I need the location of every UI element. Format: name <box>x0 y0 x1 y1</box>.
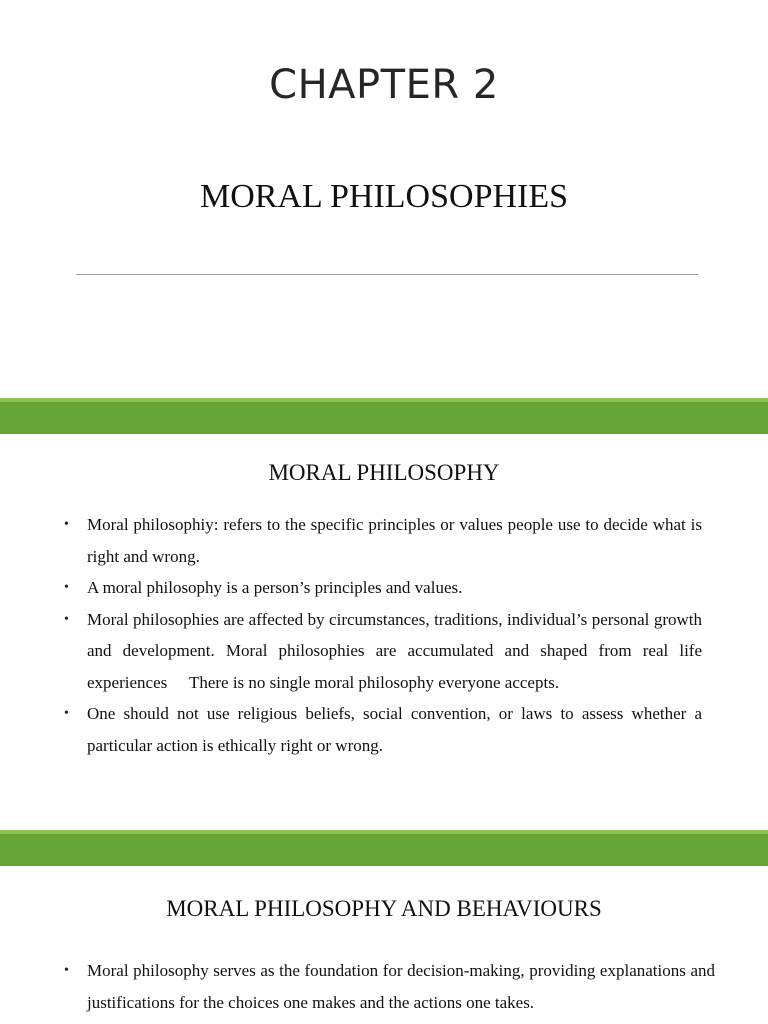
bullet-icon: • <box>64 517 69 532</box>
section-heading-moral-philosophy: MORAL PHILOSOPHY <box>268 460 500 485</box>
bullet-icon: • <box>64 706 69 721</box>
section-heading-behaviours: MORAL PHILOSOPHY AND BEHAVIOURS <box>166 896 602 921</box>
chapter-subtitle: MORAL PHILOSOPHIES <box>199 178 569 215</box>
bullet-text: Moral philosophiy: refers to the specific principles or values people use to decide what is right and wrong. <box>87 515 702 566</box>
list-item <box>62 698 702 761</box>
moral-philosophy-bullet-list <box>62 509 702 761</box>
bullet-text: A moral philosophy is a person’s principles and values. <box>87 578 463 597</box>
list-item <box>62 604 702 699</box>
green-band-2 <box>0 830 768 866</box>
bullet-icon: • <box>64 580 69 595</box>
behaviours-bullet-list <box>62 955 715 1018</box>
green-band-1 <box>0 398 768 434</box>
list-item <box>62 509 702 572</box>
chapter-title: CHAPTER 2 <box>269 62 499 108</box>
bullet-icon: • <box>64 611 69 627</box>
bullet-text: One should not use religious beliefs, social convention, or laws to assess whether a particular action is ethically right or wrong. <box>87 704 702 755</box>
bullet-text: Moral philosophy serves as the foundation for decision-making, providing explanations and justifications for the choices one makes and the actions one takes. <box>87 961 715 1012</box>
bullet-icon: • <box>64 963 69 978</box>
list-item <box>62 572 702 604</box>
title-divider <box>76 274 698 275</box>
bullet-text: Moral philosophies are affected by circumstances, traditions, individual’s personal growth and development. Moral philosophies are accumulated and shaped from real life experiences There is no single moral philosophy everyone accepts. <box>87 609 702 692</box>
list-item <box>62 955 715 1018</box>
